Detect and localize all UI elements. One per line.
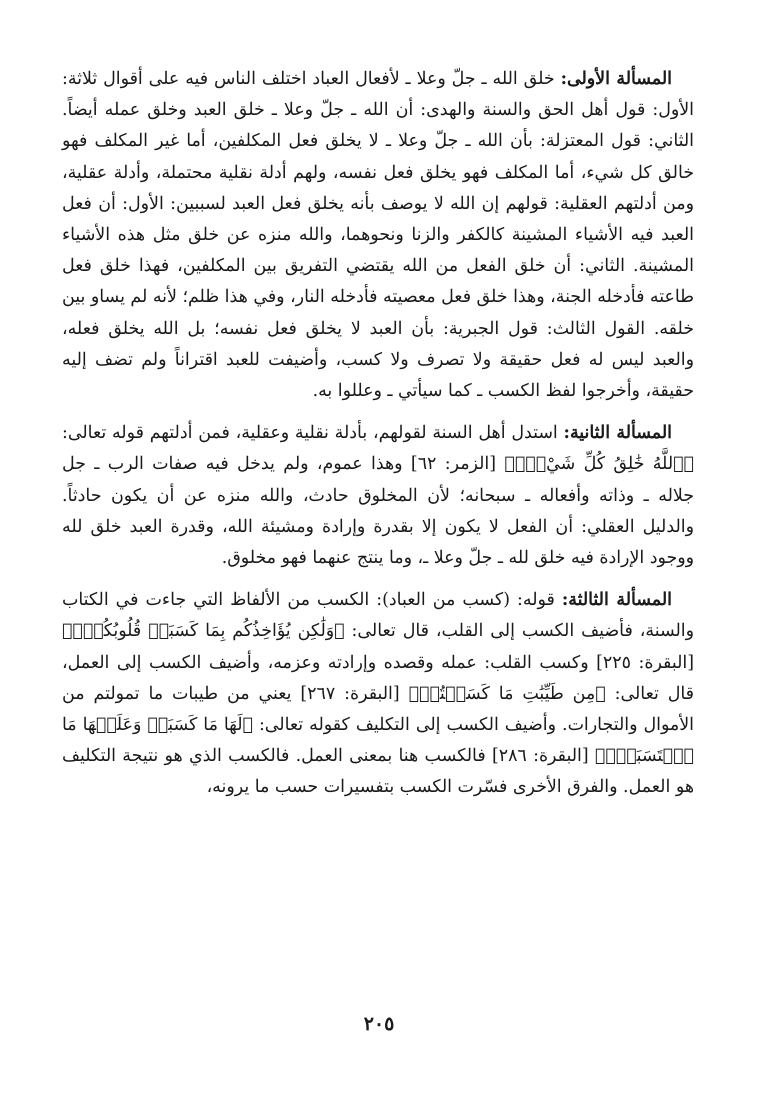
paragraph-2 <box>62 418 694 574</box>
page-number: ٢٠٥ <box>363 1013 395 1035</box>
section-heading: المسألة الأولى: <box>560 69 672 89</box>
page-body <box>62 64 694 815</box>
section-text: استدل أهل السنة لقولهم، بأدلة نقلية وعقلية، فمن أدلتهم قوله تعالى: ﴿ٱللَّهُ خَٰلِقُ كُلِّ شَيْءٍۖ﴾ [الزمر: ٦٢] وهذا عموم، ولم يدخل فيه صفات الرب ـ جل جلاله ـ وذاته وأفعاله ـ سبحانه؛ لأن المخلوق حادث، والله منزه عن أن يكون حادثاً. والدليل العقلي: أن الفعل لا يكون إلا بقدرة وإرادة ومشيئة الله، وقدرة العبد خلق لله ووجود الإرادة فيه خلق لله ـ جلّ وعلا ـ، وما ينتج عنهما فهو مخلوق. <box>62 423 694 569</box>
section-heading: المسألة الثانية: <box>563 423 672 444</box>
section-text: قوله: (كسب من العباد): الكسب من الألفاظ التي جاءت في الكتاب والسنة، فأضيف الكسب إلى القلب، قال تعالى: ﴿وَلَٰكِن يُؤَاخِذُكُم بِمَا كَسَبَتۡ قُلُوبُكُمۡۗ﴾ [البقرة: ٢٢٥] وكسب القلب: عمله وقصده وإرادته وعزمه، وأضيف الكسب إلى العمل، قال تعالى: ﴿مِن طَيِّبَٰتِ مَا كَسَبۡتُمۡ﴾ [البقرة: ٢٦٧] يعني من طيبات ما تمولتم من الأموال والتجارات. وأضيف الكسب إلى التكليف كقوله تعالى: ﴿لَهَا مَا كَسَبَتۡ وَعَلَيۡهَا مَا ٱكۡتَسَبَتۡۗ﴾ [البقرة: ٢٨٦] فالكسب هنا بمعنى العمل. فالكسب الذي هو نتيجة التكليف هو العمل. والفرق الأخرى فسّرت الكسب بتفسيرات حسب ما يرونه، <box>62 590 694 798</box>
section-heading: المسألة الثالثة: <box>561 590 672 611</box>
paragraph-1 <box>62 64 694 407</box>
paragraph-3 <box>62 585 694 803</box>
section-text: خلق الله ـ جلّ وعلا ـ لأفعال العباد اختلف الناس فيه على أقوال ثلاثة: الأول: قول أهل الحق والسنة والهدى: أن الله ـ جلّ وعلا ـ خلق العبد وخلق عمله أيضاً. الثاني: قول المعتزلة: بأن الله ـ جلّ وعلا ـ لا يخلق فعل المكلفين، أما غير المكلف فهو خالق كل شيء، أما المكلف فهو يخلق فعل نفسه، ولهم أدلة نقلية محتملة، وأدلة عقلية، ومن أدلتهم العقلية: قولهم إن الله لا يوصف بأنه يخلق فعل العبد لسببين: الأول: أن فعل العبد فيه الأشياء المشينة كالكفر والزنا ونحوهما، والله منزه عن خلق مثل هذه الأشياء المشينة. الثاني: أن خلق الفعل من الله يقتضي التفريق بين المكلفين، فهذا خلق فعل طاعته فأدخله الجنة، وهذا خلق فعل معصيته فأدخله النار، وفي هذا ظلم؛ لأنه لم يساو بين خلقه. القول الثالث: قول الجبرية: بأن العبد لا يخلق فعل نفسه؛ بل الله يخلق فعله، والعبد ليس له فعل حقيقة ولا تصرف ولا كسب، وأضيفت للعبد اقتراناً ولم تضف إليه حقيقة، وأخرجوا لفظ الكسب ـ كما سيأتي ـ وعللوا به. <box>62 69 694 402</box>
